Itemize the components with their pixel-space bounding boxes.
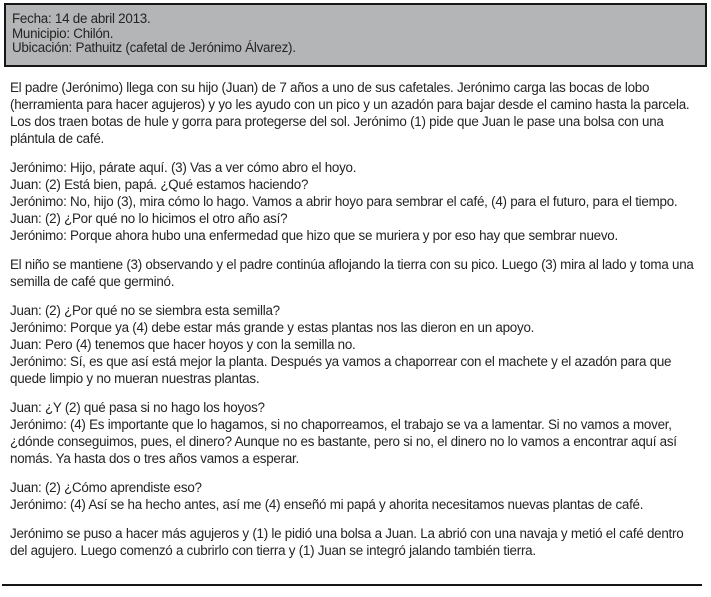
dialogue-line: Juan: (2) ¿Por qué no se siembra esta semilla? [10,302,280,318]
bottom-rule [2,584,702,586]
dialogue-line: Juan: Pero (4) tenemos que hacer hoyos y con la semilla no. [10,336,356,352]
narration-paragraph: El padre (Jerónimo) llega con su hijo (Juan) de 7 años a uno de sus cafetales. Jerónimo carga las bocas de lobo (herramienta para hacer agujeros) y yo les ayudo con un pico y un azadón para bajar desde el camino hasta la parcela. Los dos traen botas de hule y gorra para protegerse del sol. Jerónimo (1) pide que Juan le pase una bolsa con una plántula de café. [10,79,690,146]
dialogue-block [10,399,702,467]
dialogue-block [10,159,702,244]
header-field-ubicacion [12,41,697,56]
dialogue-line: Jerónimo: Hijo, párate aquí. (3) Vas a ver cómo abro el hoyo. [10,159,357,175]
narration-paragraph: Jerónimo se puso a hacer más agujeros y (1) le pidió una bolsa a Juan. La abrió con una navaja y metió el café dentro del agujero. Luego comenzó a cubrirlo con tierra y (1) Juan se integró jalando también tierra. [10,525,684,558]
narration-paragraph: El niño se mantiene (3) observando y el padre continúa aflojando la tierra con su pico. Luego (3) mira al lado y toma una semilla de café que germinó. [10,256,694,289]
header-field-label: Municipio: [12,25,70,41]
header-field-fecha [12,12,697,27]
fieldnote-body [0,67,711,559]
metadata-header [4,3,707,67]
dialogue-line: Jerónimo: (4) Así se ha hecho antes, así me (4) enseñó mi papá y ahorita necesitamos nuevas plantas de café. [10,496,644,512]
dialogue-line: Juan: (2) ¿Cómo aprendiste eso? [10,479,202,495]
dialogue-block [10,302,702,387]
dialogue-line: Jerónimo: (4) Es importante que lo hagamos, si no chaporreamos, el trabajo se va a lamentar. Si no vamos a mover, ¿dónde conseguimos, pues, el dinero? Aunque no es bastante, pero si no, el dinero no lo vamos a encontrar aquí así nomás. Ya hasta dos o tres años vamos a esperar. [10,416,677,466]
header-field-label: Fecha: [12,11,52,26]
dialogue-block [10,479,702,513]
dialogue-line: Jerónimo: Porque ya (4) debe estar más grande y estas plantas nos las dieron en un apoyo. [10,319,535,335]
dialogue-line: Juan: (2) ¿Por qué no lo hicimos el otro año así? [10,210,288,226]
header-field-value: 14 de abril 2013. [54,11,151,26]
header-field-municipio [12,27,697,42]
header-field-label: Ubicación: [12,40,73,56]
header-field-value: Chilón. [73,25,114,41]
dialogue-line: Juan: (2) Está bien, papá. ¿Qué estamos haciendo? [10,176,309,192]
header-field-value: Pathuitz (cafetal de Jerónimo Álvarez). [75,40,296,56]
dialogue-line: Juan: ¿Y (2) qué pasa si no hago los hoyos? [10,399,265,415]
dialogue-line: Jerónimo: Porque ahora hubo una enfermedad que hizo que se muriera y por eso hay que sembrar nuevo. [10,227,618,243]
dialogue-line: Jerónimo: No, hijo (3), mira cómo lo hago. Vamos a abrir hoyo para sembrar el café, (4) para el futuro, para el tiempo. [10,193,678,209]
dialogue-line: Jerónimo: Sí, es que así está mejor la planta. Después ya vamos a chaporrear con el machete y el azadón para que quede limpio y no mueran nuestras plantas. [10,353,672,386]
